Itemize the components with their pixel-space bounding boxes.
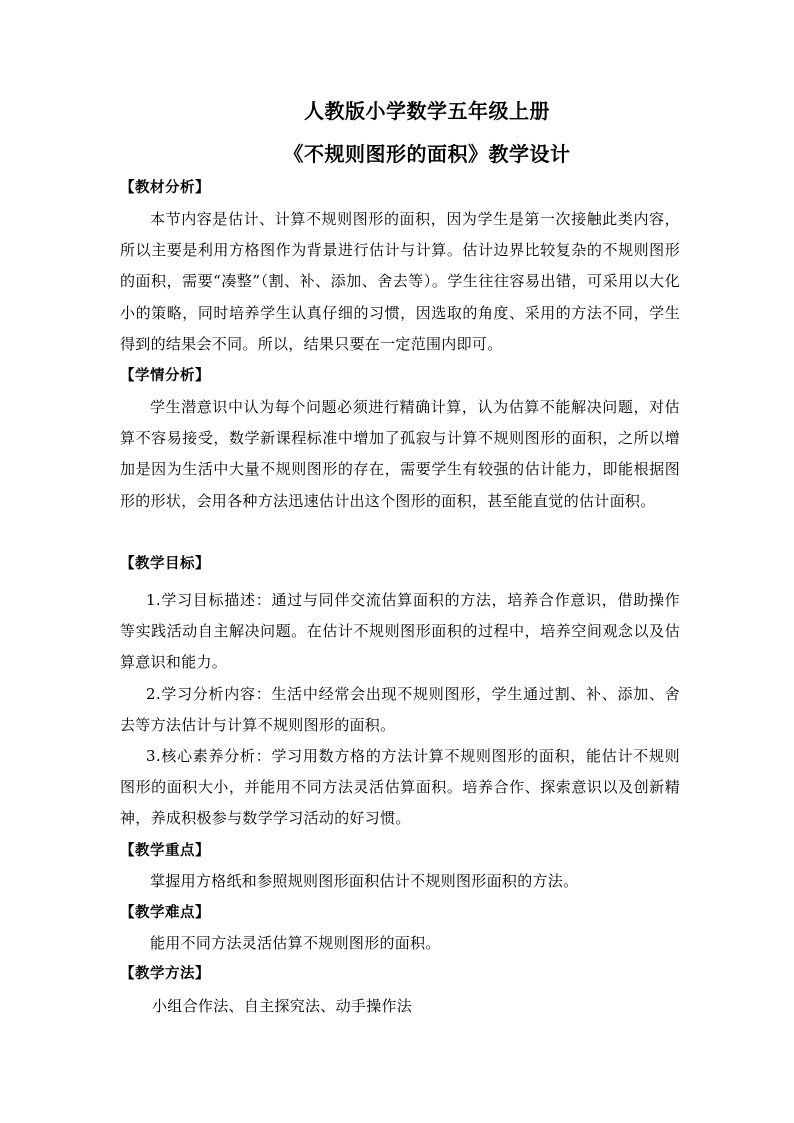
paragraph-material-analysis: 本节内容是估计、计算不规则图形的面积，因为学生是第一次接触此类内容，所以主要是利用方格图作为背景进行估计与计算。估计边界比较复杂的不规则图形的面积，需要“凑整”（割、补、添加、舍去等）。学生往往容易出错，可采用以大化小的策略，同时培养学生认真仔细的习惯，因选取的角度、采用的方法不同，学生得到的结果会不同。所以，结果只要在一定范围内即可。	[120, 210, 680, 353]
document-title: 人教版小学数学五年级上册	[304, 99, 550, 123]
paragraph-difficulties: 能用不同方法灵活估算不规则图形的面积。	[150, 934, 441, 952]
paragraph-methods: 小组合作法、自主探究法、动手操作法	[152, 997, 413, 1015]
goal-item-1: 1.学习目标描述：通过与同伴交流估算面积的方法，培养合作意识，借助操作等实践活动自主解决问题。在估计不规则图形面积的过程中，培养空间观念以及估算意识和能力。	[120, 591, 680, 672]
heading-teaching-goals: 【教学目标】	[120, 556, 210, 572]
goal-item-2: 2.学习分析内容：生活中经常会出现不规则图形，学生通过割、补、添加、舍去等方法估计与计算不规则图形的面积。	[120, 685, 680, 735]
heading-teaching-methods: 【教学方法】	[120, 966, 210, 982]
paragraph-student-analysis: 学生潜意识中认为每个问题必须进行精确计算，认为估算不能解决问题，对估算不容易接受，数学新课程标准中增加了孤寂与计算不规则图形的面积，之所以增加是因为生活中大量不规则图形的存在，需要学生有较强的估计能力，即能根据图形的形状，会用各种方法迅速估计出这个图形的面积，甚至能直觉的估计面积。	[120, 398, 680, 510]
goal-item-3: 3.核心素养分析：学习用数方格的方法计算不规则图形的面积，能估计不规则图形的面积大小，并能用不同方法灵活估算面积。培养合作、探索意识以及创新精神，养成积极参与数学学习活动的好习惯。	[120, 747, 680, 828]
heading-teaching-difficulties: 【教学难点】	[120, 905, 210, 921]
heading-teaching-key-points: 【教学重点】	[120, 843, 210, 859]
paragraph-key-points: 掌握用方格纸和参照规则图形面积估计不规则图形面积的方法。	[150, 872, 579, 890]
document-subtitle: 《不规则图形的面积》教学设计	[283, 142, 571, 166]
heading-material-analysis: 【教材分析】	[120, 180, 210, 196]
heading-student-analysis: 【学情分析】	[120, 368, 210, 384]
